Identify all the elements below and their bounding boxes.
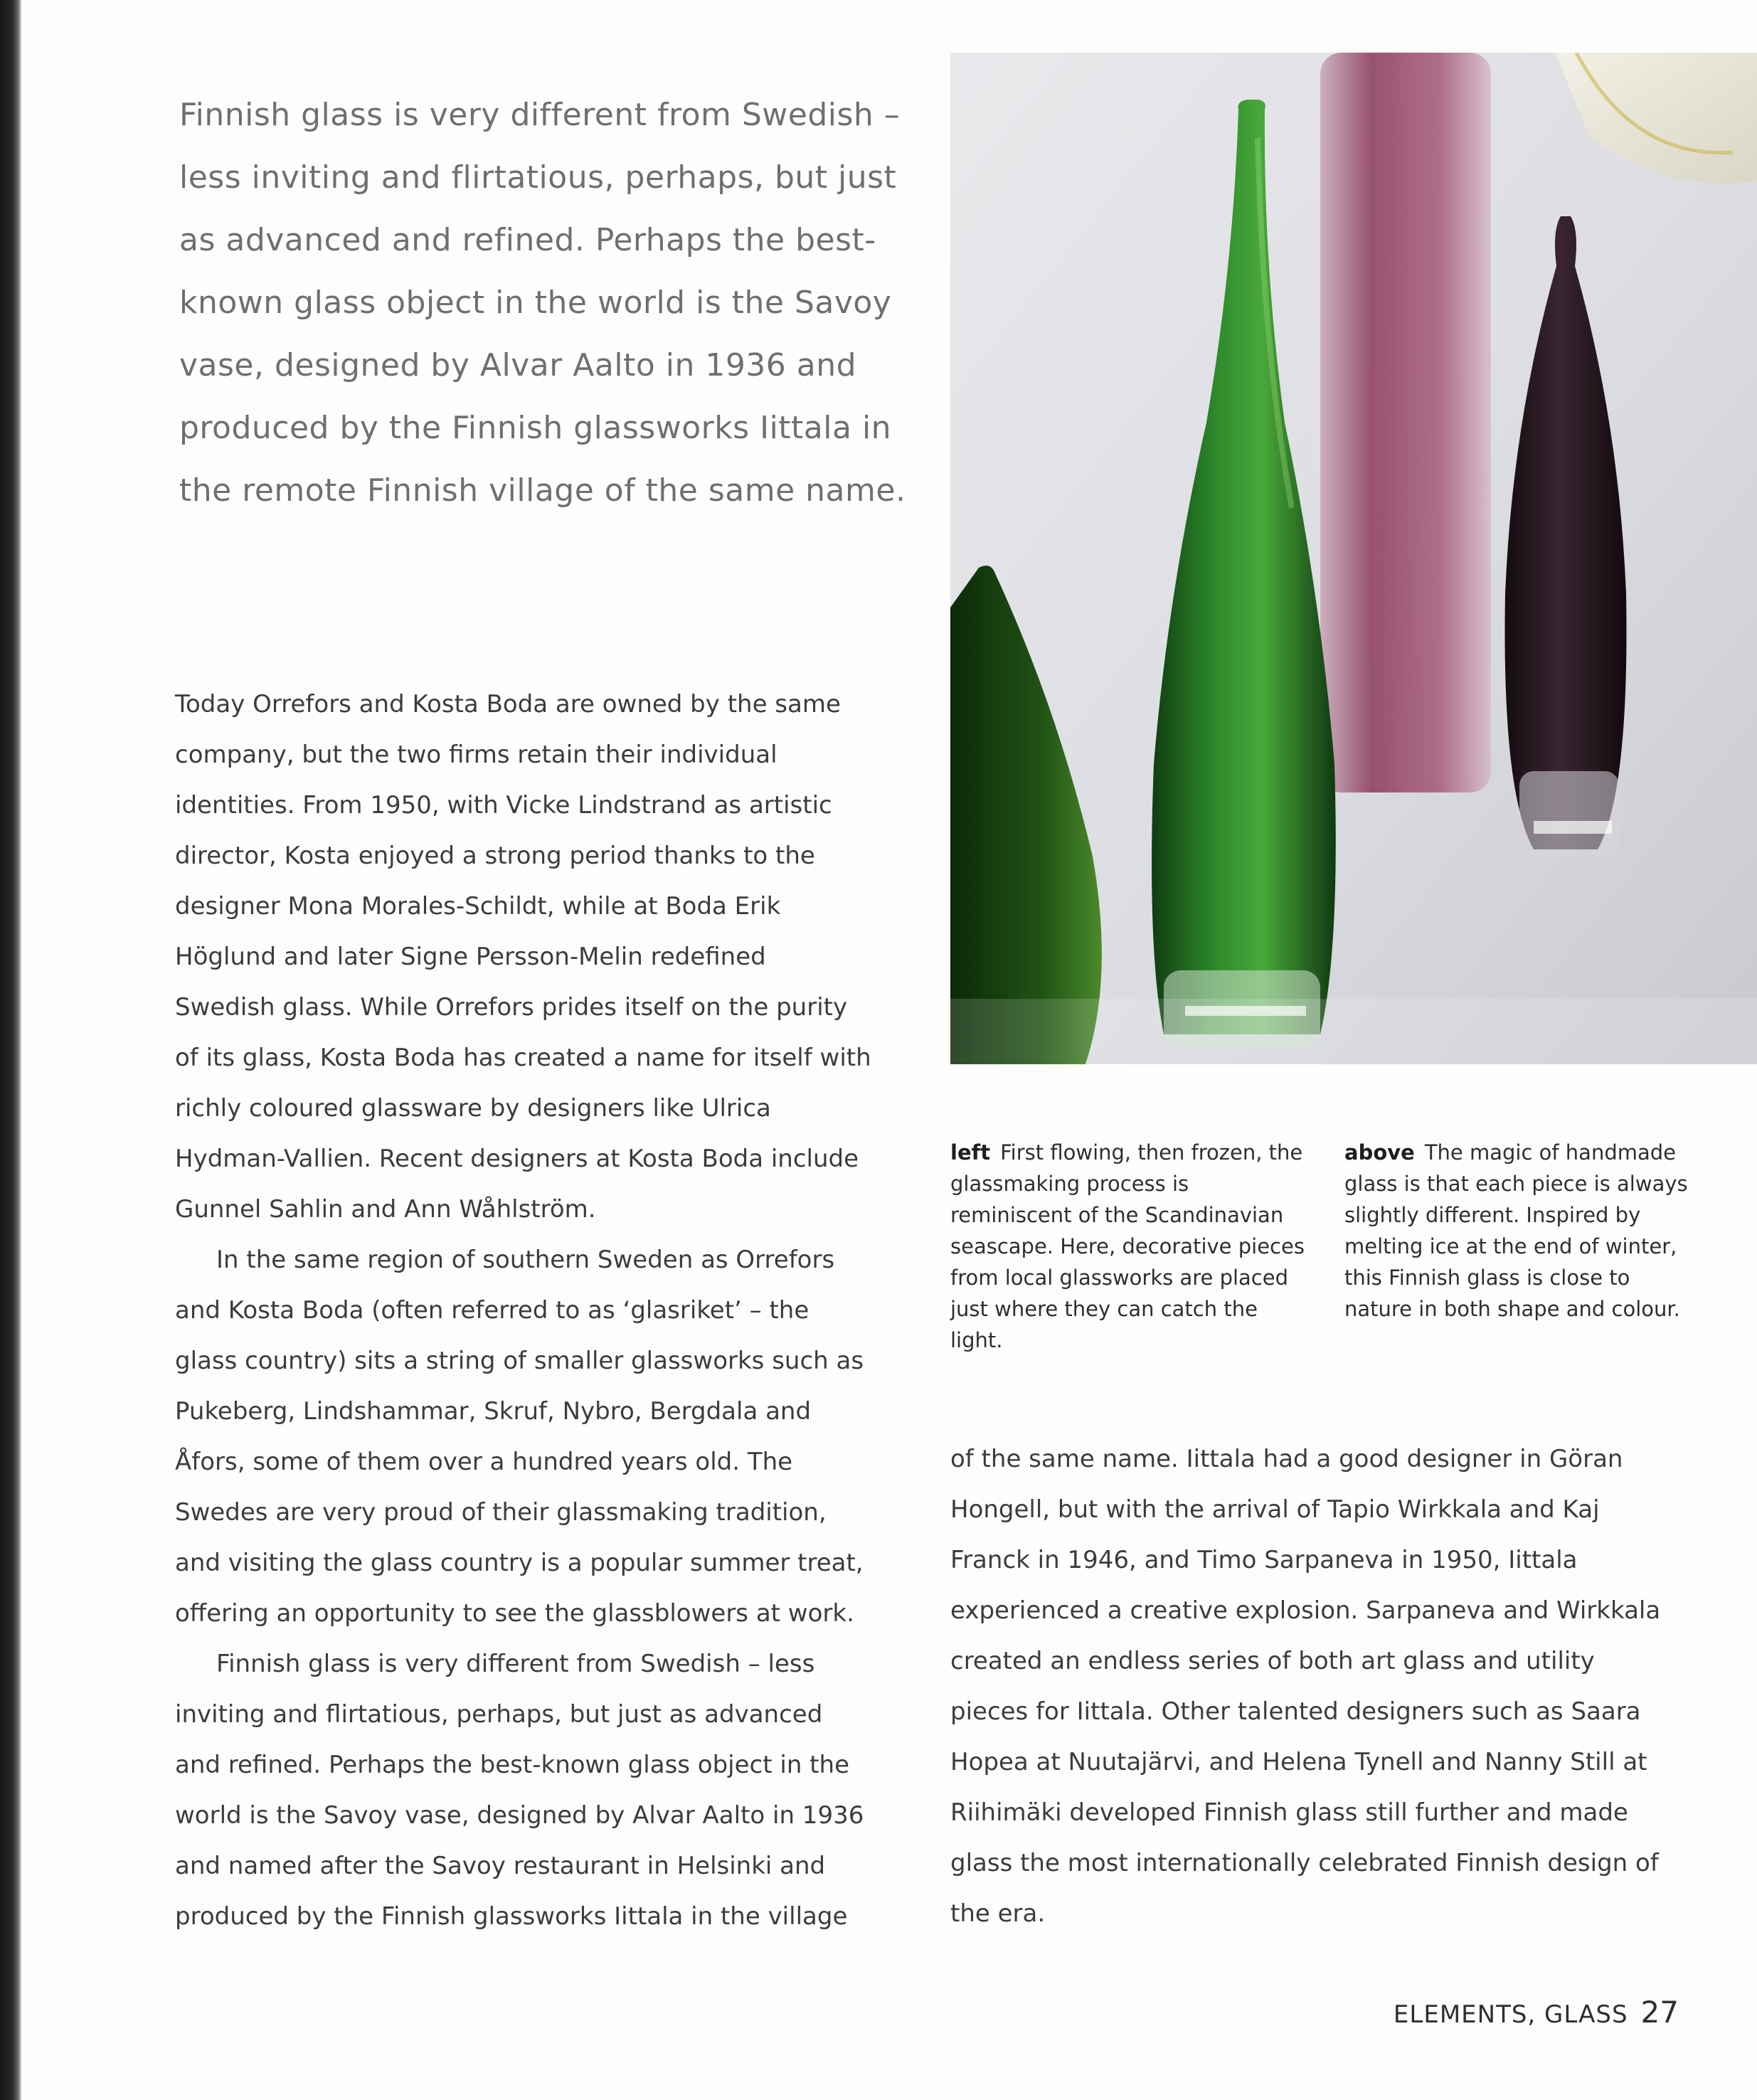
caption-lead-left: left (950, 1140, 991, 1165)
pull-quote: Finnish glass is very different from Swedish – less inviting and flirtatious, perhaps, but just as advanced and refined. Perhaps the best-known glass object in the world is the Savoy vase, designed by Alvar Aalto in 1936 and produced by the Finnish glassworks Iittala in the remote Finnish village of the same name. (179, 97, 906, 509)
book-gutter-shadow (0, 0, 21, 2100)
page-footer (1380, 1995, 1679, 2037)
section-title: ELEMENTS, GLASS (1393, 2000, 1628, 2029)
caption-text-left: First flowing, then frozen, the glassmaking process is reminiscent of the Scandinavian seascape. Here, decorative pieces from local glassworks are placed just where they can catch the light. (950, 1140, 1305, 1352)
body-column-right (950, 1434, 1662, 1939)
plum-vase-shape (1320, 53, 1491, 792)
body-paragraph: of the same name. Iittala had a good designer in Göran Hongell, but with the arrival of Tapio Wirkkala and Kaj Franck in 1946, and Timo Sarpaneva in 1950, Iittala experienced a creative explosion. Sarpaneva and Wirkkala created an endless series of both art glass and utility pieces for Iittala. Other talented designers such as Saara Hopea at Nuutajärvi, and Helena Tynell and Nanny Still at Riihimäki developed Finnish glass still further and made glass the most internationally celebrated Finnish design of the era. (950, 1445, 1661, 1928)
caption-above (1344, 1137, 1693, 1325)
page-number: 27 (1640, 1995, 1679, 2030)
body-column-left (175, 679, 872, 1942)
glass-bottles-photo (950, 53, 1757, 1064)
caption-left (950, 1137, 1306, 1356)
body-paragraph: Today Orrefors and Kosta Boda are owned by the same company, but the two firms retain their individual identities. From 1950, with Vicke Lindstrand as artistic director, Kosta enjoyed a strong period thanks to the designer Mona Morales-Schildt, while at Boda Erik Höglund and later Signe Persson-Melin redefined Swedish glass. While Orrefors prides itself on the purity of its glass, Kosta Boda has created a name for itself with richly coloured glassware by designers like Ulrica Hydman-Vallien. Recent designers at Kosta Boda include Gunnel Sahlin and Ann Wåhlström. (175, 690, 871, 1224)
caption-text-above: The magic of handmade glass is that each piece is always slightly different. Inspired by melting ice at the end of winter, this Finnish glass is close to nature in both shape and colour. (1344, 1140, 1688, 1321)
body-paragraph: Finnish glass is very different from Swedish – less inviting and flirtatious, perhaps, but just as advanced and refined. Perhaps the best-known glass object in the world is the Savoy vase, designed by Alvar Aalto in 1936 and named after the Savoy restaurant in Helsinki and produced by the Finnish glassworks Iittala in the village (175, 1650, 864, 1931)
body-paragraph: In the same region of southern Sweden as Orrefors and Kosta Boda (often referred to as ‘glasriket’ – the glass country) sits a string of smaller glassworks such as Pukeberg, Lindshammar, Skruf, Nybro, Bergdala and Åfors, some of them over a hundred years old. The Swedes are very proud of their glassmaking tradition, and visiting the glass country is a popular summer treat, offering an opportunity to see the glassblowers at work. (175, 1246, 864, 1628)
caption-lead-above: above (1344, 1140, 1415, 1165)
